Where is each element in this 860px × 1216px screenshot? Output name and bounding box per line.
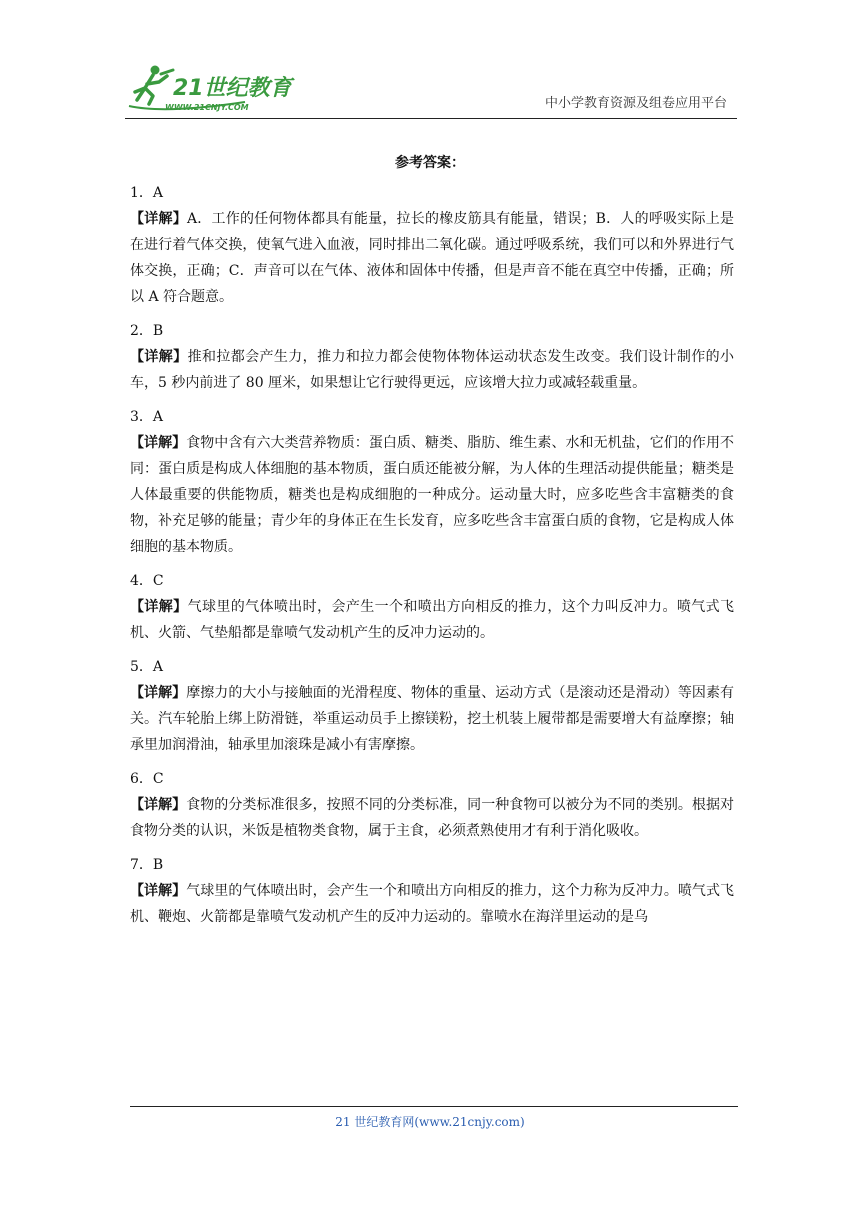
detail-text: 食物中含有六大类营养物质：蛋白质、糖类、脂肪、维生素、水和无机盐，它们的作用不同：蛋白质是构成人体细胞的基本物质，蛋白质还能被分解，为人体的生理活动提供能量；糖类是人体最重要的供能物质，糖类也是构成细胞的一种成分。运动量大时，应多吃些含丰富糖类的食物，补充足够的能量；青少年的身体正在生长发育，应多吃些含丰富蛋白质的食物，它是构成人体细胞的基本物质。 bbox=[130, 435, 735, 555]
detail-label: 【详解】 bbox=[130, 435, 187, 451]
answer-list bbox=[130, 180, 734, 938]
platform-name: 中小学教育资源及组卷应用平台 bbox=[544, 96, 727, 111]
detail-label: 【详解】 bbox=[130, 685, 187, 701]
answer-detail bbox=[130, 430, 734, 560]
answer-detail bbox=[130, 594, 734, 646]
answer-number: 4．C bbox=[130, 573, 164, 589]
detail-text: 食物的分类标准很多，按照不同的分类标准，同一种食物可以被分为不同的类别。根据对食物分类的认识，米饭是植物类食物，属于主食，必须煮熟使用才有利于消化吸收。 bbox=[130, 797, 735, 839]
answer-item-4 bbox=[130, 568, 734, 646]
answer-detail bbox=[130, 878, 734, 930]
answer-number: 2．B bbox=[130, 323, 164, 339]
answer-detail bbox=[130, 792, 734, 844]
answer-number: 7．B bbox=[130, 857, 164, 873]
footer-link[interactable]: 21 世纪教育网(www.21cnjy.com) bbox=[335, 1115, 525, 1129]
answer-item-6 bbox=[130, 766, 734, 844]
answer-item-5 bbox=[130, 654, 734, 758]
detail-text: A．工作的任何物体都具有能量，拉长的橡皮筋具有能量，错误；B．人的呼吸实际上是在进行着气体交换，使氧气进入血液，同时排出二氧化碳。通过呼吸系统，我们可以和外界进行气体交换，正确；C．声音可以在气体、液体和固体中传播，但是声音不能在真空中传播，正确；所以 A 符合题意。 bbox=[130, 211, 734, 305]
footer-divider bbox=[130, 1106, 738, 1107]
answer-item-3 bbox=[130, 404, 734, 560]
answer-number: 1．A bbox=[130, 185, 164, 201]
answer-title: 参考答案： bbox=[395, 155, 465, 171]
detail-label: 【详解】 bbox=[130, 883, 187, 899]
logo-21cnjy bbox=[125, 62, 295, 114]
detail-label: 【详解】 bbox=[130, 211, 187, 227]
answer-item-7 bbox=[130, 852, 734, 930]
detail-label: 【详解】 bbox=[130, 599, 188, 615]
answer-detail bbox=[130, 206, 734, 310]
answer-detail bbox=[130, 680, 734, 758]
detail-text: 推和拉都会产生力，推力和拉力都会使物体物体运动状态发生改变。我们设计制作的小车，5 秒内前进了 80 厘米，如果想让它行驶得更远，应该增大拉力或减轻载重量。 bbox=[130, 349, 734, 391]
answer-number: 5．A bbox=[130, 659, 164, 675]
answer-detail bbox=[130, 344, 734, 396]
answer-number: 6．C bbox=[130, 771, 164, 787]
detail-text: 摩擦力的大小与接触面的光滑程度、物体的重量、运动方式（是滚动还是滑动）等因素有关。汽车轮胎上绑上防滑链，举重运动员手上擦镁粉，挖土机装上履带都是需要增大有益摩擦；轴承里加润滑油，轴承里加滚珠是减小有害摩擦。 bbox=[130, 685, 735, 753]
answer-item-2 bbox=[130, 318, 734, 396]
detail-text: 气球里的气体喷出时，会产生一个和喷出方向相反的推力，这个力称为反冲力。喷气式飞机、鞭炮、火箭都是靠喷气发动机产生的反冲力运动的。靠喷水在海洋里运动的是乌 bbox=[130, 883, 735, 925]
answer-item-1 bbox=[130, 180, 734, 310]
logo-url: WWW.21CNJY.COM bbox=[165, 103, 249, 112]
detail-text: 气球里的气体喷出时，会产生一个和喷出方向相反的推力，这个力叫反冲力。喷气式飞机、火箭、气垫船都是靠喷气发动机产生的反冲力运动的。 bbox=[130, 599, 734, 641]
logo-text: 21世纪教育 bbox=[173, 76, 292, 101]
answer-number: 3．A bbox=[130, 409, 164, 425]
page-header bbox=[125, 62, 737, 119]
detail-label: 【详解】 bbox=[130, 797, 187, 813]
detail-label: 【详解】 bbox=[130, 349, 188, 365]
